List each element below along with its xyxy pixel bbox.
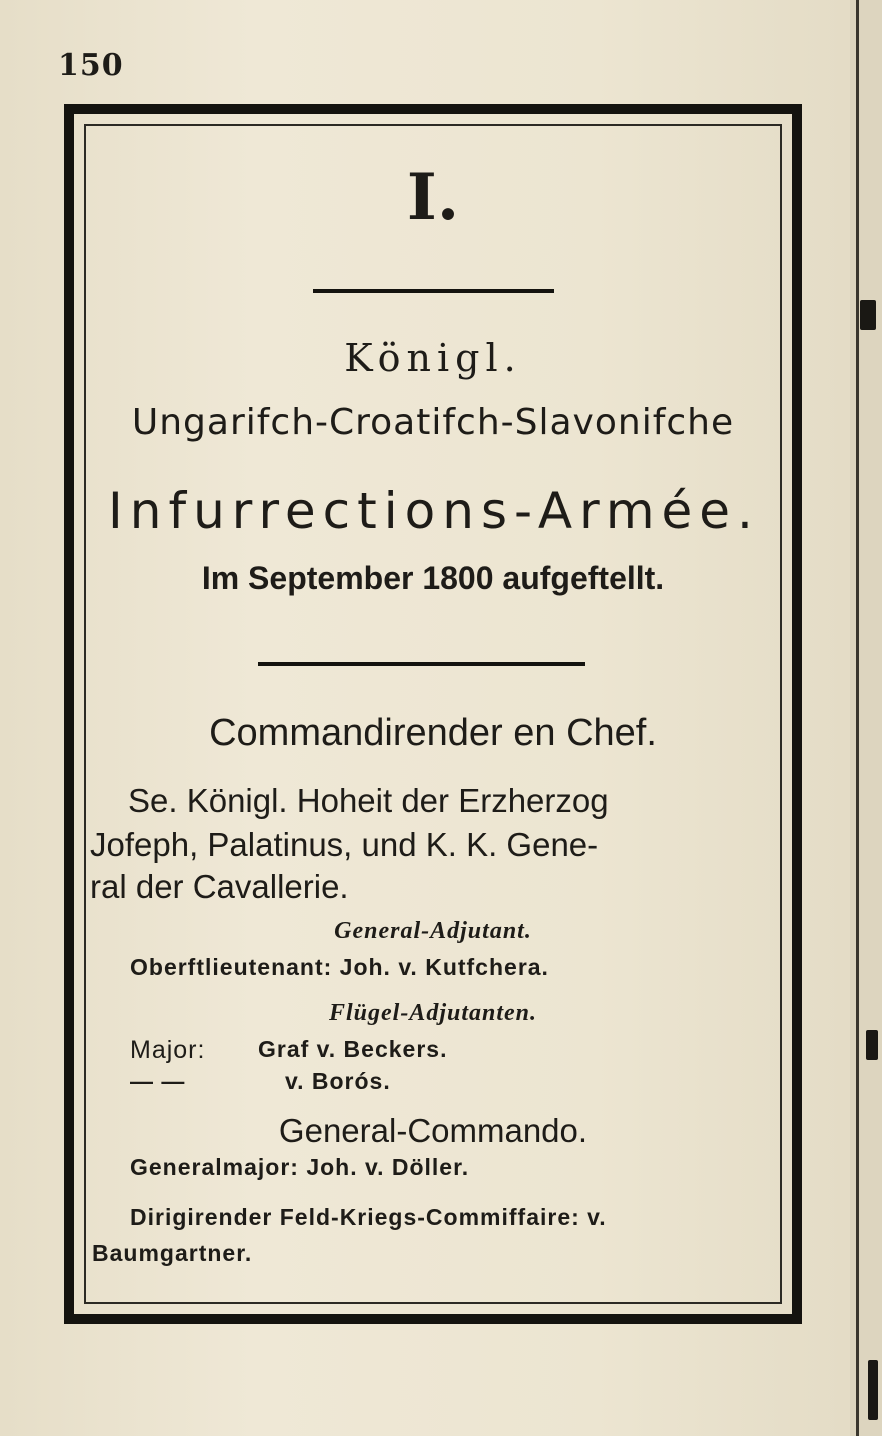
- wing-adjutant-name: Graf v. Beckers.: [258, 1036, 448, 1062]
- wing-adjutant-name: v. Borós.: [285, 1068, 391, 1094]
- heading-line-2: Ungarifch-Croatifch-Slavonifche: [131, 402, 735, 443]
- wing-adjutant-rank: — —: [130, 1068, 186, 1094]
- commander-title: Commandirender en Chef.: [209, 712, 657, 754]
- wing-adjutant-rank: Major:: [130, 1036, 206, 1064]
- page-number: 150: [58, 48, 124, 83]
- page-edge-mark: [860, 300, 876, 330]
- general-command-entry: Baumgartner.: [92, 1240, 253, 1266]
- divider-rule: [258, 662, 585, 666]
- general-adjutant-entry: Oberftlieutenant: Joh. v. Kutfchera.: [130, 954, 549, 980]
- heading-line-1: Königl.: [344, 336, 522, 380]
- general-adjutant-title: General-Adjutant.: [334, 918, 532, 944]
- divider-rule: [313, 289, 554, 293]
- general-command-title: General-Commando.: [278, 1112, 588, 1149]
- commander-line: Se. Königl. Hoheit der Erzherzog: [128, 782, 609, 819]
- page-edge-mark: [868, 1360, 878, 1420]
- general-command-entry: Generalmajor: Joh. v. Döller.: [130, 1154, 470, 1180]
- commander-line: Jofeph, Palatinus, und K. K. Gene-: [90, 826, 599, 863]
- adjacent-page-border: [856, 0, 859, 1436]
- commander-line: ral der Cavallerie.: [90, 868, 349, 905]
- adjacent-page-edge: [850, 0, 882, 1436]
- wing-adjutants-title: Flügel-Adjutanten.: [328, 1000, 538, 1026]
- section-number: I.: [406, 160, 460, 235]
- heading-line-3: Infurrections-Armée.: [108, 482, 760, 540]
- page-edge-mark: [866, 1030, 878, 1060]
- heading-line-4: Im September 1800 aufgeftellt.: [201, 560, 665, 596]
- general-command-entry: Dirigirender Feld-Kriegs-Commiffaire: v.: [130, 1204, 607, 1230]
